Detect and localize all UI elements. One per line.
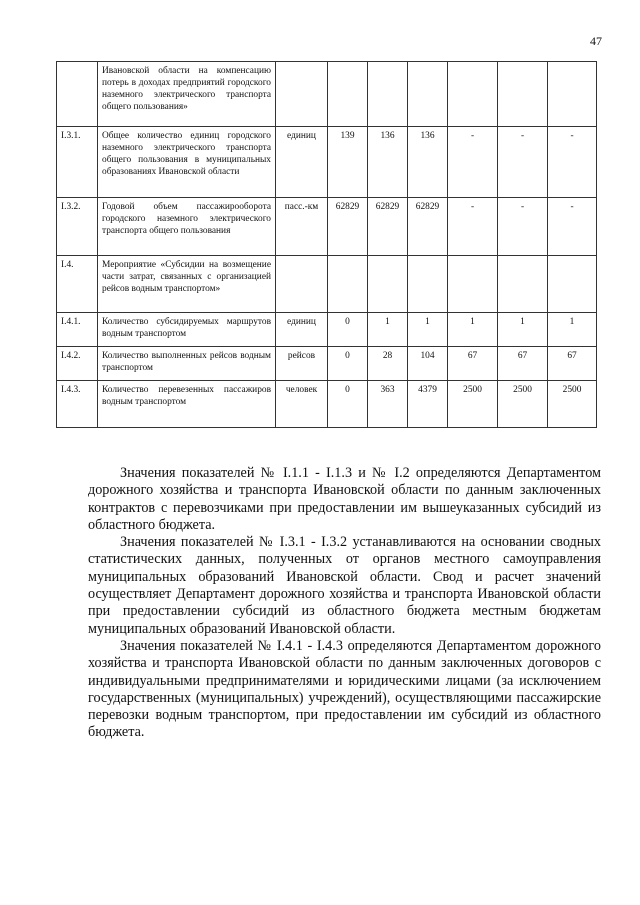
row-unit: единиц <box>276 127 328 198</box>
row-value <box>408 62 448 127</box>
row-value <box>548 256 597 313</box>
indicators-table <box>56 61 597 428</box>
row-value: 363 <box>368 381 408 428</box>
page-number: 47 <box>590 34 602 48</box>
row-value <box>328 62 368 127</box>
row-value: - <box>548 198 597 256</box>
row-value: 1 <box>368 313 408 347</box>
row-value <box>408 256 448 313</box>
row-value: 28 <box>368 347 408 381</box>
row-value: 139 <box>328 127 368 198</box>
row-value: 4379 <box>408 381 448 428</box>
row-value: 136 <box>408 127 448 198</box>
row-code: I.4.1. <box>57 313 98 347</box>
row-unit: рейсов <box>276 347 328 381</box>
row-unit: единиц <box>276 313 328 347</box>
row-value: 2500 <box>548 381 597 428</box>
row-value: - <box>498 127 548 198</box>
row-value <box>448 62 498 127</box>
row-unit: пасс.-км <box>276 198 328 256</box>
row-code <box>57 62 98 127</box>
row-value: 0 <box>328 381 368 428</box>
row-code: I.4.2. <box>57 347 98 381</box>
row-code: I.3.1. <box>57 127 98 198</box>
row-value: 136 <box>368 127 408 198</box>
row-unit: человек <box>276 381 328 428</box>
row-value: - <box>498 198 548 256</box>
row-name: Количество выполненных рейсов водным транспортом <box>98 347 276 381</box>
row-code: I.3.2. <box>57 198 98 256</box>
row-value: 62829 <box>368 198 408 256</box>
paragraph-2: Значения показателей № I.3.1 - I.3.2 устанавливаются на основании сводных статистических данных, полученных от органов местного самоуправления муниципальных образований Ивановской области. Свод и расчет значений осуществляет Департамент дорожного хозяйства и транспорта Ивановской области при предоставлении субсидий из областного бюджета местным бюджетам муниципальных образований Ивановской области. <box>88 534 601 637</box>
row-value <box>448 256 498 313</box>
row-value <box>548 62 597 127</box>
table-row <box>57 313 597 347</box>
row-value <box>368 256 408 313</box>
row-name: Мероприятие «Субсидии на возмещение части затрат, связанных с организацией рейсов водным транспортом» <box>98 256 276 313</box>
row-value: 1 <box>448 313 498 347</box>
row-value: - <box>548 127 597 198</box>
row-unit <box>276 62 328 127</box>
row-name: Ивановской области на компенсацию потерь в доходах предприятий городского наземного электрического транспорта общего пользования» <box>98 62 276 127</box>
row-value: - <box>448 198 498 256</box>
row-value: 62829 <box>408 198 448 256</box>
row-name: Общее количество единиц городского наземного электрического транспорта общего пользования в муниципальных образованиях Ивановской области <box>98 127 276 198</box>
row-value: 67 <box>498 347 548 381</box>
row-value <box>328 256 368 313</box>
table-body <box>57 62 597 428</box>
row-value: 1 <box>548 313 597 347</box>
row-code: I.4.3. <box>57 381 98 428</box>
row-value <box>498 256 548 313</box>
row-value: 0 <box>328 313 368 347</box>
table-row <box>57 198 597 256</box>
row-value: 0 <box>328 347 368 381</box>
row-name: Годовой объем пассажирооборота городского наземного электрического транспорта общего пользования <box>98 198 276 256</box>
table-row <box>57 127 597 198</box>
row-code: I.4. <box>57 256 98 313</box>
row-value: 1 <box>408 313 448 347</box>
row-value: 1 <box>498 313 548 347</box>
row-value <box>498 62 548 127</box>
row-value: 2500 <box>448 381 498 428</box>
row-value: 67 <box>448 347 498 381</box>
row-value: 2500 <box>498 381 548 428</box>
row-value: - <box>448 127 498 198</box>
table-row <box>57 381 597 428</box>
row-value <box>368 62 408 127</box>
table-row <box>57 62 597 127</box>
paragraph-3: Значения показателей № I.4.1 - I.4.3 определяются Департаментом дорожного хозяйства и транспорта Ивановской области по данным заключенных договоров с индивидуальными предпринимателями и юридическими лицами (за исключением государственных (муниципальных) учреждений), осуществляющими пассажирские перевозки водным транспортом, при предоставлении им субсидий из областного бюджета. <box>88 637 601 741</box>
row-name: Количество субсидируемых маршрутов водным транспортом <box>98 313 276 347</box>
body-text <box>88 465 601 742</box>
paragraph-1: Значения показателей № I.1.1 - I.1.3 и № I.2 определяются Департаментом дорожного хозяйства и транспорта Ивановской области по данным заключенных контрактов с перевозчиками при предоставлении им вышеуказанных субсидий из областного бюджета. <box>88 465 601 533</box>
row-value: 67 <box>548 347 597 381</box>
row-value: 104 <box>408 347 448 381</box>
row-unit <box>276 256 328 313</box>
table-row <box>57 256 597 313</box>
row-value: 62829 <box>328 198 368 256</box>
row-name: Количество перевезенных пассажиров водным транспортом <box>98 381 276 428</box>
table-row <box>57 347 597 381</box>
